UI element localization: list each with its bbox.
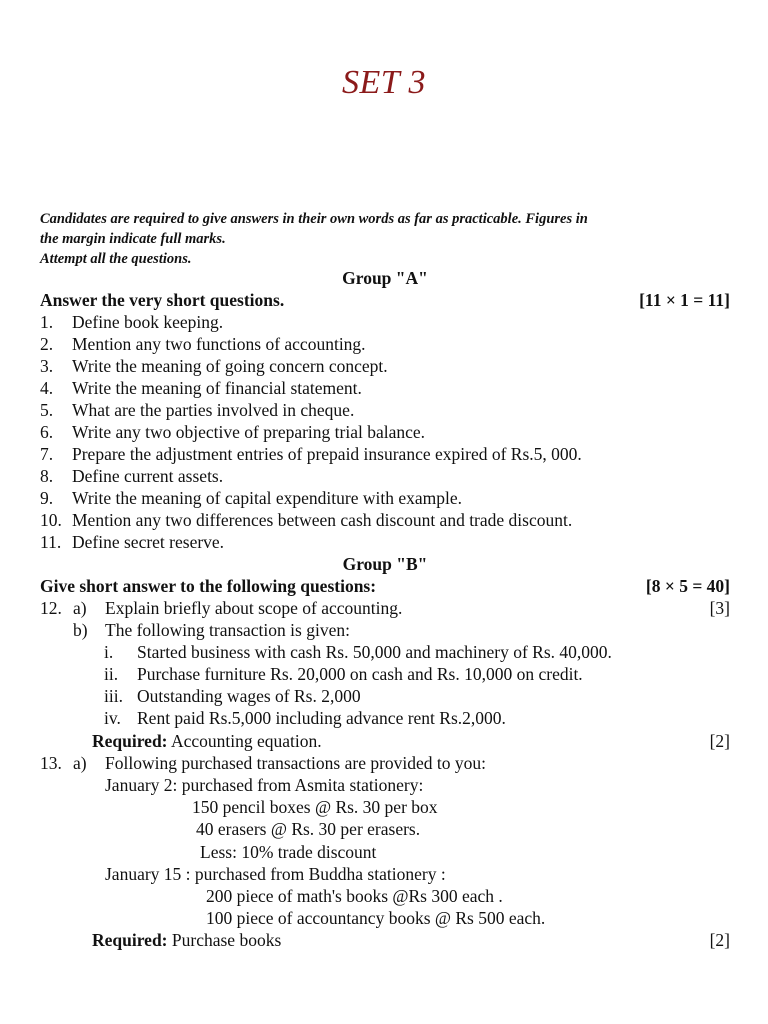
transaction-date: January 2: purchased from Asmita stationery: xyxy=(105,775,424,795)
transaction-detail: 150 pencil boxes @ Rs. 30 per box xyxy=(192,797,438,817)
transaction-line xyxy=(40,907,730,929)
roman-numeral: iv. xyxy=(104,708,121,728)
transaction-detail: 100 piece of accountancy books @ Rs 500 each. xyxy=(206,908,546,928)
question-row xyxy=(40,333,730,355)
transaction-item xyxy=(40,707,730,729)
required-label: Required: xyxy=(92,731,168,751)
transaction-line xyxy=(40,818,730,840)
question-number: 5. xyxy=(40,400,54,420)
question-row xyxy=(40,487,730,509)
transaction-detail: Less: 10% trade discount xyxy=(200,842,377,862)
question-row xyxy=(40,421,730,443)
roman-numeral: i. xyxy=(104,642,114,662)
question-text: Define current assets. xyxy=(72,466,224,486)
instruction-line: Candidates are required to give answers in their own words as far as practicable. Figures in xyxy=(40,211,588,227)
page-title: SET 3 xyxy=(341,64,427,101)
question-text: Prepare the adjustment entries of prepaid insurance expired of Rs.5, 000. xyxy=(72,444,582,464)
question-text: Mention any two differences between cash discount and trade discount. xyxy=(72,510,573,530)
transaction-line xyxy=(40,885,730,907)
group-b-heading: Group "B" xyxy=(342,554,428,574)
transaction-detail: 40 erasers @ Rs. 30 per erasers. xyxy=(196,819,421,839)
transaction-date: January 15 : purchased from Buddha stationery : xyxy=(105,864,446,884)
question-marks: [3] xyxy=(709,598,730,618)
question-text: Write any two objective of preparing trial balance. xyxy=(72,422,426,442)
required-text: Accounting equation. xyxy=(170,731,322,751)
group-a-directive-row xyxy=(40,289,730,311)
transaction-line xyxy=(40,774,730,796)
transaction-line xyxy=(40,841,730,863)
question-row xyxy=(40,399,730,421)
question-number: 7. xyxy=(40,444,54,464)
question-text: Define book keeping. xyxy=(72,312,224,332)
question-row xyxy=(40,752,730,774)
question-number: 9. xyxy=(40,488,54,508)
question-number: 11. xyxy=(40,532,62,552)
question-number: 6. xyxy=(40,422,54,442)
question-number: 3. xyxy=(40,356,54,376)
required-row xyxy=(40,730,730,752)
question-number: 12. xyxy=(40,598,62,618)
instruction-line: Attempt all the questions. xyxy=(40,251,192,267)
transaction-item xyxy=(40,663,730,685)
sub-question-text: The following transaction is given: xyxy=(105,620,350,640)
question-text: Define secret reserve. xyxy=(72,532,225,552)
group-a-marks: [11 × 1 = 11] xyxy=(639,290,730,310)
question-number: 13. xyxy=(40,753,62,773)
question-text: Write the meaning of going concern concept. xyxy=(72,356,388,376)
transaction-text: Outstanding wages of Rs. 2,000 xyxy=(137,686,361,706)
sub-question-letter: a) xyxy=(73,753,87,773)
question-row xyxy=(40,465,730,487)
instructions xyxy=(40,209,730,269)
question-number: 4. xyxy=(40,378,54,398)
group-b-marks: [8 × 5 = 40] xyxy=(645,576,730,596)
transaction-detail: 200 piece of math's books @Rs 300 each . xyxy=(206,886,503,906)
question-row xyxy=(40,597,730,619)
sub-question-text: Explain briefly about scope of accounting. xyxy=(105,598,403,618)
transaction-line xyxy=(40,863,730,885)
question-row xyxy=(40,355,730,377)
required-label: Required: xyxy=(92,930,168,950)
required-row xyxy=(40,929,730,951)
question-marks: [2] xyxy=(709,930,730,950)
question-number: 10. xyxy=(40,510,62,530)
sub-question-letter: a) xyxy=(73,598,87,618)
question-number: 8. xyxy=(40,466,54,486)
question-number: 2. xyxy=(40,334,54,354)
question-text: Write the meaning of capital expenditure with example. xyxy=(72,488,462,508)
group-b-directive-row xyxy=(40,575,730,597)
question-text: What are the parties involved in cheque. xyxy=(72,400,355,420)
transaction-line xyxy=(40,796,730,818)
group-a-heading: Group "A" xyxy=(342,268,428,288)
question-row xyxy=(40,377,730,399)
question-row xyxy=(40,509,730,531)
sub-question-letter: b) xyxy=(73,620,88,640)
transaction-item xyxy=(40,685,730,707)
roman-numeral: iii. xyxy=(104,686,123,706)
required-line xyxy=(92,929,281,951)
question-text: Write the meaning of financial statement. xyxy=(72,378,362,398)
instruction-line: the margin indicate full marks. xyxy=(40,231,226,247)
sub-question-text: Following purchased transactions are provided to you: xyxy=(105,753,487,773)
question-marks: [2] xyxy=(709,731,730,751)
transaction-text: Started business with cash Rs. 50,000 and machinery of Rs. 40,000. xyxy=(137,642,612,662)
question-row xyxy=(40,443,730,465)
group-b-directive: Give short answer to the following questions: xyxy=(40,576,377,596)
question-text: Mention any two functions of accounting. xyxy=(72,334,366,354)
question-row xyxy=(40,619,730,641)
transaction-text: Rent paid Rs.5,000 including advance rent Rs.2,000. xyxy=(137,708,506,728)
roman-numeral: ii. xyxy=(104,664,119,684)
transaction-text: Purchase furniture Rs. 20,000 on cash and Rs. 10,000 on credit. xyxy=(137,664,583,684)
group-a-directive: Answer the very short questions. xyxy=(40,290,285,310)
question-row xyxy=(40,311,730,333)
required-line xyxy=(92,730,322,752)
transaction-item xyxy=(40,641,730,663)
question-number: 1. xyxy=(40,312,54,332)
question-row xyxy=(40,531,730,553)
required-text: Purchase books xyxy=(171,930,282,950)
